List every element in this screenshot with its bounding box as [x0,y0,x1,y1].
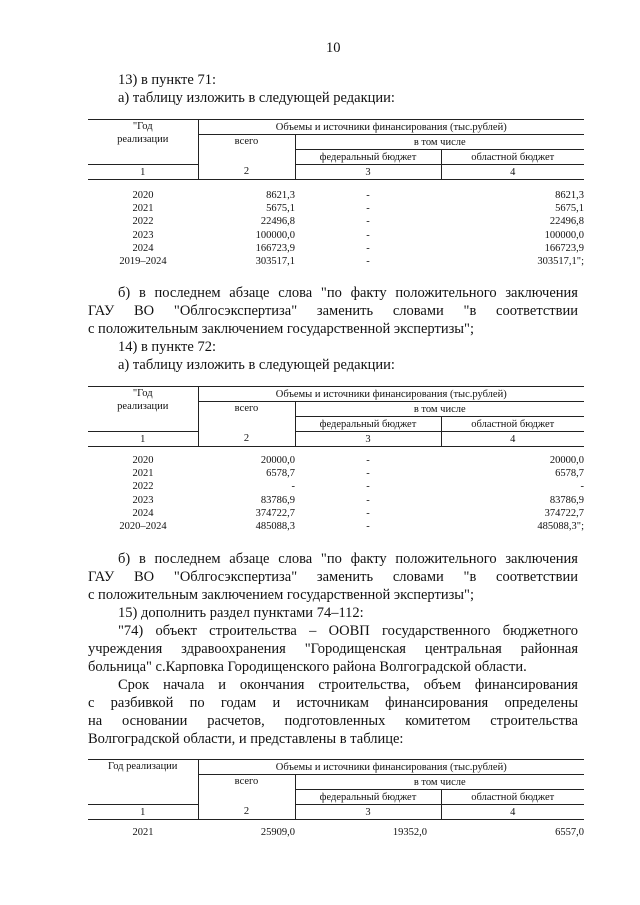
col-number: 2 [198,432,295,447]
total-header: всего [198,775,295,805]
table-row [88,202,584,215]
term-line3: на основании расчетов, подготовленных комитетом строительства [88,713,578,729]
year-header: "Год реализации [88,387,198,417]
year-cell: 2021 [132,203,154,215]
year-cell: 2020–2024 [119,521,167,533]
total-header: всего [198,402,295,432]
total-cell: - [291,481,295,493]
regional-cell: 166723,9 [544,242,584,254]
regional-budget-header: областной бюджет [441,790,584,805]
including-header: в том числе [295,775,584,790]
total-cell: 303517,1 [255,256,295,268]
federal-cell: - [366,242,370,254]
table-row [88,454,584,467]
table-row [88,215,584,228]
regional-cell: 5675,1 [555,203,584,215]
year-cell: 2021 [132,827,154,838]
federal-budget-header: федеральный бюджет [295,150,441,165]
year-cell: 2022 [132,481,154,493]
item13-sub-b-line2: ГАУ ВО "Облгосэкспертиза" заменить словами "в соответствии [88,303,578,319]
regional-cell: 22496,8 [549,216,584,228]
item13-sub-a: а) таблицу изложить в следующей редакции: [118,90,395,106]
total-cell: 8621,3 [266,190,295,201]
item14-heading: 14) в пункте 72: [118,339,216,355]
item14-sub-a: а) таблицу изложить в следующей редакции: [118,357,395,373]
col-number: 2 [198,165,295,180]
item15-heading: 15) дополнить раздел пунктами 74–112: [118,605,364,621]
federal-cell: - [366,229,370,241]
table-row [88,229,584,242]
col-number: 2 [198,805,295,820]
financing-group-header: Объемы и источники финансирования (тыс.рублей) [198,387,584,402]
federal-budget-header: федеральный бюджет [295,790,441,805]
regional-budget-header: областной бюджет [441,150,584,165]
total-cell: 6578,7 [266,468,295,480]
table-row [88,242,584,255]
table-row [88,255,584,268]
federal-cell: - [366,521,370,533]
federal-cell: - [366,256,370,268]
regional-cell: 83786,9 [549,494,584,506]
federal-cell: - [366,468,370,480]
item13-table [88,119,584,268]
regional-cell: 20000,0 [549,455,584,466]
col-number: 1 [88,165,198,180]
table-row [88,520,584,533]
federal-cell: - [366,216,370,228]
year-cell: 2023 [132,229,154,241]
total-cell: 83786,9 [260,494,295,506]
col-number: 1 [88,432,198,447]
term-line1: Срок начала и окончания строительства, объем финансирования [118,677,578,693]
table-row [88,826,584,839]
year-cell: 2023 [132,494,154,506]
year-header: Год реализации [88,760,198,790]
including-header: в том числе [295,135,584,150]
year-cell: 2020 [132,455,154,466]
page-number: 10 [326,40,341,56]
federal-budget-header: федеральный бюджет [295,417,441,432]
item14-sub-b-line1: б) в последнем абзаце слова "по факту положительного заключения [118,551,578,567]
item74-line3: больница" с.Карповка Городищенского района Волгоградской области. [88,659,527,675]
col-number: 1 [88,805,198,820]
table-row [88,467,584,480]
year-header: "Год реализации [88,120,198,150]
regional-cell: 374722,7 [544,507,584,519]
total-cell: 374722,7 [255,507,295,519]
table-row [88,507,584,520]
col-number: 4 [441,805,584,820]
col-number: 3 [295,165,441,180]
financing-group-header: Объемы и источники финансирования (тыс.рублей) [198,760,584,775]
total-cell: 20000,0 [260,455,295,466]
table-row [88,494,584,507]
col-number: 3 [295,805,441,820]
regional-cell: - [580,481,584,493]
regional-cell: 303517,1"; [537,256,584,268]
item13-sub-b-line3: с положительным заключением государственной экспертизы"; [88,321,474,337]
regional-cell: 100000,0 [544,229,584,241]
total-cell: 22496,8 [260,216,295,228]
year-cell: 2020 [132,190,154,201]
federal-cell: - [366,455,370,466]
item14-sub-b-line2: ГАУ ВО "Облгосэкспертиза" заменить словами "в соответствии [88,569,578,585]
table-row [88,480,584,493]
item13-heading: 13) в пункте 71: [118,72,216,88]
regional-cell: 8621,3 [555,190,584,201]
col-number: 4 [441,432,584,447]
regional-cell: 6578,7 [555,468,584,480]
total-header: всего [198,135,295,165]
item14-sub-b-line3: с положительным заключением государственной экспертизы"; [88,587,474,603]
item13-sub-b-line1: б) в последнем абзаце слова "по факту положительного заключения [118,285,578,301]
year-cell: 2019–2024 [119,256,167,268]
item14-table [88,386,584,533]
year-cell: 2022 [132,216,154,228]
federal-cell: - [366,190,370,201]
financing-group-header: Объемы и источники финансирования (тыс.рублей) [198,120,584,135]
total-cell: 485088,3 [255,521,295,533]
federal-cell: - [366,203,370,215]
federal-cell: - [366,481,370,493]
term-line4: Волгоградской области, и представлены в таблице: [88,731,404,747]
item74-line1: "74) объект строительства – ООВП государственного бюджетного [118,623,578,639]
total-cell: 25909,0 [260,827,295,838]
col-number: 3 [295,432,441,447]
federal-cell: 19352,0 [392,827,427,838]
table-row [88,189,584,202]
item74-line2: учреждения здравоохранения "Городищенская центральная районная [88,641,578,657]
year-cell: 2024 [132,507,154,519]
year-cell: 2021 [132,468,154,480]
total-cell: 100000,0 [255,229,295,241]
total-cell: 166723,9 [255,242,295,254]
federal-cell: - [366,494,370,506]
item74-table [88,759,584,839]
total-cell: 5675,1 [266,203,295,215]
term-line2: с разбивкой по годам и источникам финансирования определены [88,695,578,711]
regional-cell: 485088,3"; [537,521,584,533]
regional-cell: 6557,0 [555,827,584,838]
including-header: в том числе [295,402,584,417]
federal-cell: - [366,507,370,519]
regional-budget-header: областной бюджет [441,417,584,432]
col-number: 4 [441,165,584,180]
year-cell: 2024 [132,242,154,254]
